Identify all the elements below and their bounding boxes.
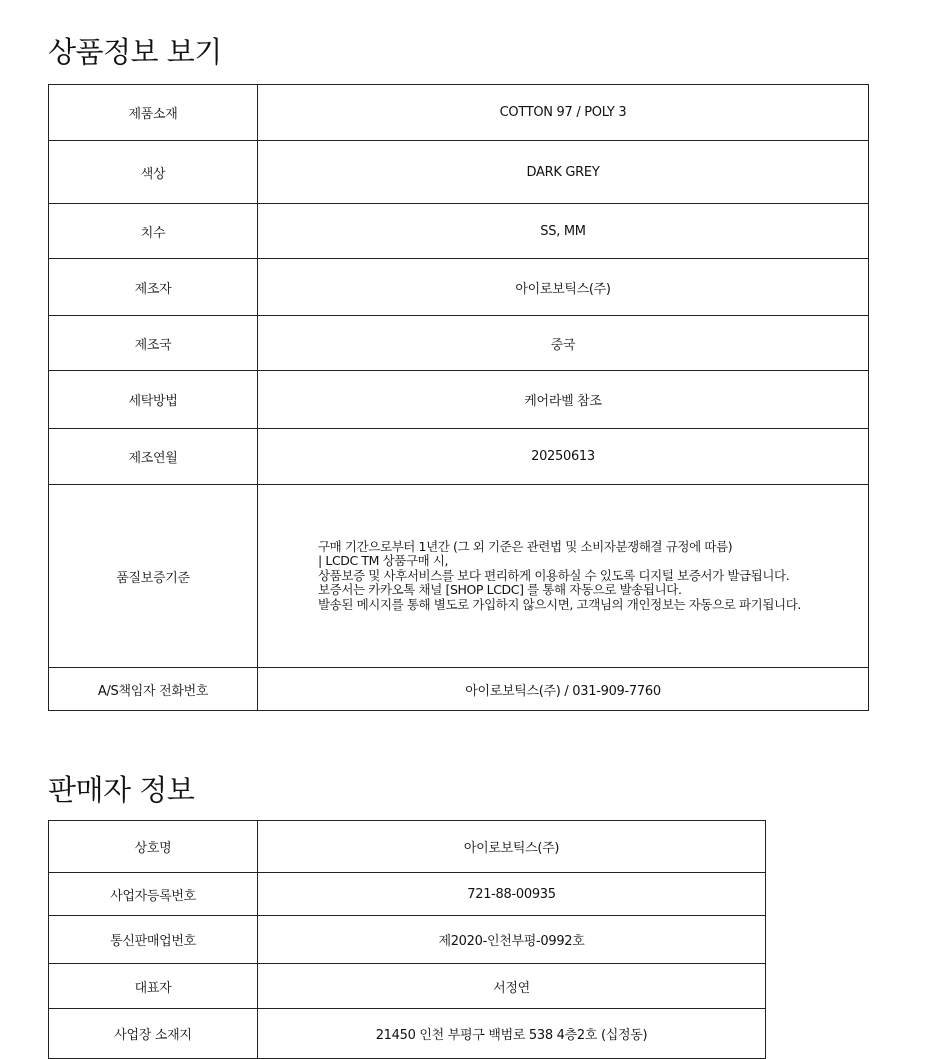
row-label-address: 사업장 소재지 [49,1009,258,1059]
warranty-line: 상품보증 및 사후서비스를 보다 편리하게 이용하실 수 있도록 디지털 보증서가 발급됩니다. [318,567,790,583]
table-row [49,1009,766,1059]
row-label-warranty: 품질보증기준 [49,485,258,668]
row-value-as-contact: 아이로보틱스(주) / 031-909-7760 [258,668,869,711]
product-info-table [48,84,869,711]
row-label-company-name: 상호명 [49,821,258,873]
row-label-business-number: 사업자등록번호 [49,873,258,916]
table-row [49,141,869,204]
table-row [49,259,869,316]
row-value-material: COTTON 97 / POLY 3 [258,85,869,141]
row-value-manufacture-date: 20250613 [258,429,869,485]
warranty-line: 보증서는 카카오톡 채널 [SHOP LCDC] 를 통해 자동으로 발송됩니다. [318,582,682,597]
table-row [49,316,869,371]
row-label-material: 제품소재 [49,85,258,141]
row-label-mail-order-number: 통신판매업번호 [49,916,258,964]
row-label-representative: 대표자 [49,964,258,1009]
row-value-washing: 케어라벨 참조 [258,371,869,429]
row-value-manufacturer: 아이로보틱스(주) [258,259,869,316]
row-label-color: 색상 [49,141,258,204]
row-value-size: SS, MM [258,204,869,259]
warranty-notice [318,540,801,613]
table-row [49,873,766,916]
row-label-washing: 세탁방법 [49,371,258,429]
row-label-country: 제조국 [49,316,258,371]
table-row [49,85,869,141]
table-row [49,204,869,259]
row-value-address: 21450 인천 부평구 백범로 538 4층2호 (십정동) [258,1009,766,1059]
table-row [49,429,869,485]
table-row [49,964,766,1009]
row-label-size: 치수 [49,204,258,259]
warranty-line: 구매 기간으로부터 1년간 (그 외 기준은 관련법 및 소비자분쟁해결 규정에 따름) [318,538,733,554]
product-info-title: 상품정보 보기 [48,35,222,69]
table-row [49,668,869,711]
table-row [49,485,869,668]
row-value-mail-order-number: 제2020-인천부평-0992호 [258,916,766,964]
row-value-color: DARK GREY [258,141,869,204]
row-label-as-contact: A/S책임자 전화번호 [49,668,258,711]
row-label-manufacture-date: 제조연월 [49,429,258,485]
seller-info-table [48,820,766,1059]
seller-info-title: 판매자 정보 [48,773,195,807]
table-row [49,916,766,964]
row-value-business-number: 721-88-00935 [258,873,766,916]
row-value-representative: 서정연 [258,964,766,1009]
row-value-warranty [258,485,869,668]
table-row [49,821,766,873]
table-row [49,371,869,429]
warranty-line: | LCDC TM 상품구매 시, [318,553,449,568]
row-value-country: 중국 [258,316,869,371]
row-value-company-name: 아이로보틱스(주) [258,821,766,873]
warranty-line: 발송된 메시지를 통해 별도로 가입하지 않으시면, 고객님의 개인정보는 자동으로 파기됩니다. [318,596,801,612]
row-label-manufacturer: 제조자 [49,259,258,316]
